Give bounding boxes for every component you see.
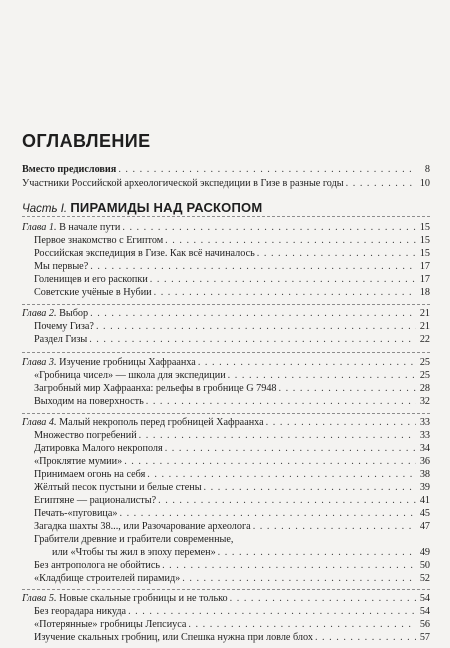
- chapter-title: Изучение гробницы Хафраанха: [59, 357, 196, 368]
- section-divider: [22, 304, 430, 305]
- leader-dots: [346, 177, 416, 190]
- leader-dots: [253, 520, 416, 533]
- entry-page: 33: [419, 430, 430, 441]
- entry-page: 15: [419, 235, 430, 246]
- leader-dots: [182, 572, 416, 585]
- toc-entry[interactable]: [34, 468, 430, 481]
- entry-title: Египтяне — рационалисты?: [34, 495, 157, 506]
- entry-page: 17: [419, 261, 430, 272]
- entry-page: 32: [419, 396, 430, 407]
- leader-dots: [230, 592, 416, 605]
- chapter-1-entry[interactable]: [22, 221, 430, 234]
- entry-title: Без антрополога не обойтись: [34, 560, 161, 571]
- part-title: ПИРАМИДЫ НАД РАСКОПОМ: [70, 200, 263, 215]
- section-divider: [22, 413, 430, 414]
- entry-title: Выходим на поверхность: [34, 396, 144, 407]
- leader-dots: [198, 356, 416, 369]
- leader-dots: [158, 494, 416, 507]
- entry-page: 45: [419, 508, 430, 519]
- entry-page: 33: [419, 417, 430, 428]
- entry-title: «Потерянные» гробницы Лепсиуса: [34, 619, 187, 630]
- toc-entry[interactable]: [34, 333, 430, 346]
- toc-entry[interactable]: [34, 320, 430, 333]
- entry-page: 25: [419, 370, 430, 381]
- chapter-title: Малый некрополь перед гробницей Хафраанха: [59, 417, 264, 428]
- entry-page: 28: [419, 383, 430, 394]
- leader-dots: [165, 442, 416, 455]
- entry-title: Первое знакомство с Египтом: [34, 235, 164, 246]
- leader-dots: [315, 631, 416, 644]
- leader-dots: [218, 546, 416, 559]
- chapter-3-entry[interactable]: [22, 356, 430, 369]
- leader-dots: [118, 163, 416, 176]
- entry-title: «Гробница чисел» — школа для экспедиции: [34, 370, 226, 381]
- entry-title: Вместо предисловия: [22, 164, 117, 175]
- entry-title: Датировка Малого некрополя: [34, 443, 163, 454]
- leader-dots: [188, 618, 416, 631]
- entry-page: 18: [419, 287, 430, 298]
- entry-page: 47: [419, 521, 430, 532]
- chapter-label: Глава 2.: [22, 308, 57, 319]
- leader-dots: [89, 333, 416, 346]
- entry-page: 10: [419, 178, 430, 189]
- chapter-2-entry[interactable]: [22, 307, 430, 320]
- entry-page: 54: [419, 593, 430, 604]
- entry-title: или «Чтобы ты жил в эпоху перемен»: [52, 547, 216, 558]
- entry-page: 41: [419, 495, 430, 506]
- entry-page: 39: [419, 482, 430, 493]
- entry-page: 57: [419, 632, 430, 643]
- leader-dots: [96, 320, 416, 333]
- leader-dots: [150, 273, 416, 286]
- toc-entry-intro[interactable]: [22, 163, 430, 176]
- entry-title: Голенищев и его раскопки: [34, 274, 148, 285]
- entry-title: Грабители древние и грабители современные,: [34, 534, 234, 545]
- chapter-title: Выбор: [59, 308, 89, 319]
- leader-dots: [165, 234, 416, 247]
- entry-page: 38: [419, 469, 430, 480]
- toc-entry-multiline-first[interactable]: [34, 533, 430, 546]
- leader-dots: [257, 247, 416, 260]
- entry-title: Жёлтый песок пустыни и белые стены: [34, 482, 202, 493]
- leader-dots: [204, 481, 416, 494]
- entry-page: 25: [419, 357, 430, 368]
- leader-dots: [90, 307, 416, 320]
- entry-title: Почему Гиза?: [34, 321, 94, 332]
- toc-entry[interactable]: [34, 260, 430, 273]
- entry-page: 17: [419, 274, 430, 285]
- leader-dots: [128, 605, 416, 618]
- toc-entry[interactable]: [34, 559, 430, 572]
- entry-page: 8: [424, 164, 430, 175]
- toc-entry[interactable]: [34, 286, 430, 299]
- chapter-5-entry[interactable]: [22, 592, 430, 605]
- toc-entry[interactable]: [34, 395, 430, 408]
- entry-page: 15: [419, 248, 430, 259]
- toc-entry[interactable]: [34, 631, 430, 644]
- leader-dots: [162, 559, 416, 572]
- entry-page: 36: [419, 456, 430, 467]
- toc-entry[interactable]: [34, 369, 430, 382]
- chapter-label: Глава 4.: [22, 417, 57, 428]
- toc-entry[interactable]: [34, 442, 430, 455]
- entry-title: «Проклятие мумии»: [34, 456, 123, 467]
- entry-page: 34: [419, 443, 430, 454]
- toc-entry[interactable]: [34, 382, 430, 395]
- leader-dots: [147, 468, 416, 481]
- toc-entry[interactable]: [34, 572, 430, 585]
- entry-title: Принимаем огонь на себя: [34, 469, 146, 480]
- leader-dots: [122, 221, 416, 234]
- toc-entry[interactable]: [34, 273, 430, 286]
- entry-title: Множество погребений: [34, 430, 137, 441]
- toc-entry-participants[interactable]: [22, 177, 430, 190]
- chapter-label: Глава 1.: [22, 222, 57, 233]
- toc-entry[interactable]: [34, 507, 430, 520]
- entry-title: «Кладбище строителей пирамид»: [34, 573, 181, 584]
- toc-entry[interactable]: [34, 234, 430, 247]
- entry-title: Советские учёные в Нубии: [34, 287, 152, 298]
- leader-dots: [266, 416, 416, 429]
- entry-page: 49: [419, 547, 430, 558]
- toc-entry[interactable]: [34, 494, 430, 507]
- toc-entry[interactable]: [34, 618, 430, 631]
- chapter-label: Глава 3.: [22, 357, 57, 368]
- entry-title: Участники Российской археологической экспедиции в Гизе в разные годы: [22, 178, 344, 189]
- toc-entry[interactable]: [34, 429, 430, 442]
- chapter-label: Глава 5.: [22, 593, 57, 604]
- leader-dots: [154, 286, 416, 299]
- leader-dots: [124, 455, 416, 468]
- toc-entry[interactable]: [34, 455, 430, 468]
- section-divider: [22, 589, 430, 590]
- entry-page: 21: [419, 321, 430, 332]
- entry-page: 15: [419, 222, 430, 233]
- entry-title: Загадка шахты 38..., или Разочарование археолога: [34, 521, 251, 532]
- toc-entry[interactable]: [34, 520, 430, 533]
- entry-page: 50: [419, 560, 430, 571]
- section-divider: [22, 216, 430, 217]
- chapter-4-entry[interactable]: [22, 416, 430, 429]
- entry-title: Раздел Гизы: [34, 334, 88, 345]
- entry-title: Мы первые?: [34, 261, 89, 272]
- entry-page: 22: [419, 334, 430, 345]
- leader-dots: [146, 395, 416, 408]
- entry-page: 52: [419, 573, 430, 584]
- entry-page: 56: [419, 619, 430, 630]
- entry-title: Печать-«пуговица»: [34, 508, 118, 519]
- toc-entry[interactable]: [34, 481, 430, 494]
- section-divider: [22, 352, 430, 353]
- toc-entry-multiline-second[interactable]: [52, 546, 430, 559]
- toc-entry[interactable]: [34, 247, 430, 260]
- entry-page: 54: [419, 606, 430, 617]
- leader-dots: [228, 369, 416, 382]
- chapter-title: В начале пути: [59, 222, 121, 233]
- leader-dots: [139, 429, 416, 442]
- entry-title: Загробный мир Хафраанха: рельефы в гробнице G 7948: [34, 383, 277, 394]
- part-heading: [22, 200, 262, 216]
- entry-title: Российская экспедиция в Гизе. Как всё начиналось: [34, 248, 255, 259]
- entry-title: Изучение скальных гробниц, или Спешка нужна при ловле блох: [34, 632, 313, 643]
- entry-page: 21: [419, 308, 430, 319]
- leader-dots: [279, 382, 416, 395]
- chapter-title: Новые скальные гробницы и не только: [59, 593, 228, 604]
- toc-entry[interactable]: [34, 605, 430, 618]
- leader-dots: [119, 507, 416, 520]
- toc-heading: ОГЛАВЛЕНИЕ: [22, 131, 151, 151]
- leader-dots: [90, 260, 416, 273]
- entry-title: Без георадара никуда: [34, 606, 127, 617]
- part-label: Часть I.: [22, 203, 68, 215]
